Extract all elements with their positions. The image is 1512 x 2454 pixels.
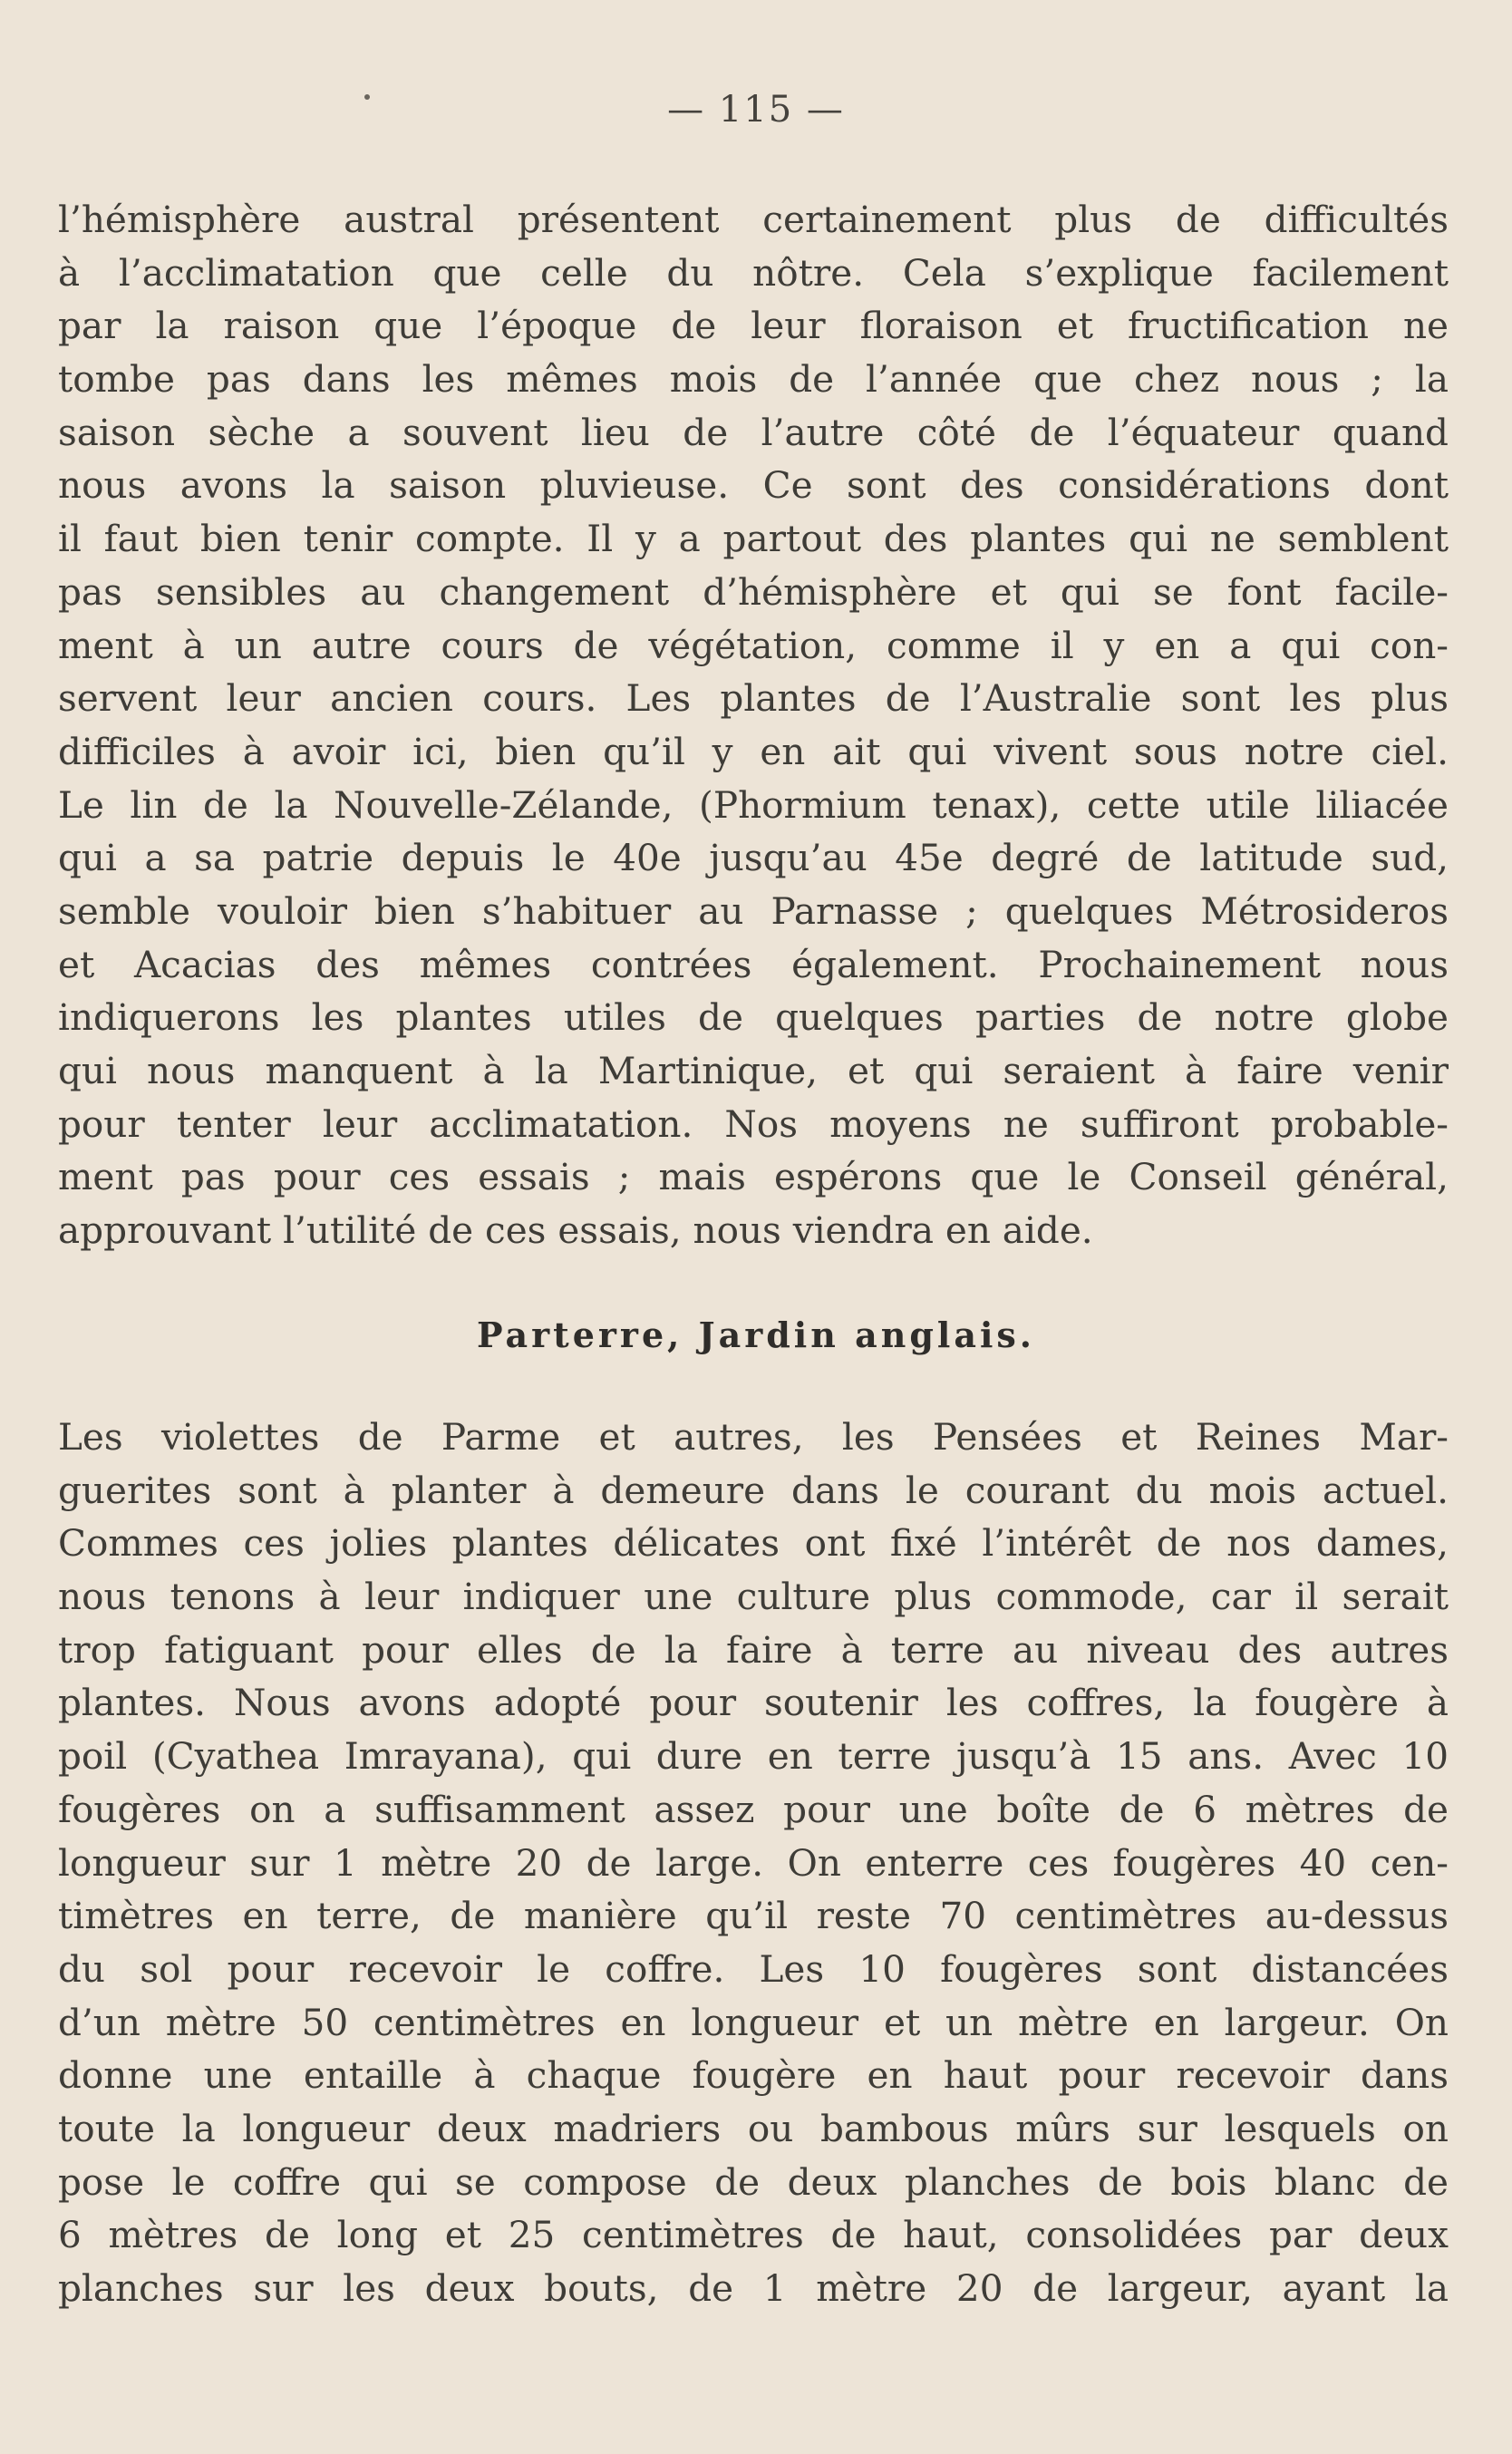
text-line: d’un mètre 50 centimètres en longueur et un mètre en largeur. On — [58, 2000, 1449, 2044]
text-line: difficiles à avoir ici, bien qu’il y en ait qui vivent sous notre ciel. — [58, 729, 1449, 773]
text-line: longueur sur 1 mètre 20 de large. On enterre ces fougères 40 cen- — [58, 1840, 1449, 1885]
text-line: tombe pas dans les mêmes mois de l’année que chez nous ; la — [58, 357, 1449, 402]
text-line: Le lin de la Nouvelle-Zélande, (Phormium tenax), cette utile liliacée — [58, 782, 1449, 827]
paragraph-parterre — [58, 1411, 1449, 2315]
text-line: timètres en terre, de manière qu’il reste 70 centimètres au-dessus — [58, 1894, 1449, 1938]
text-line: fougères on a suffisamment assez pour une boîte de 6 mètres de — [58, 1787, 1449, 1831]
text-line: ment à un autre cours de végétation, comme il y en a qui con- — [58, 623, 1449, 667]
text-line: et Acacias des mêmes contrées également. Prochainement nous — [58, 942, 1449, 986]
text-line: qui a sa patrie depuis le 40e jusqu’au 45e degré de latitude sud, — [58, 836, 1449, 880]
text-line: toute la longueur deux madriers ou bambous mûrs sur lesquels on — [58, 2106, 1449, 2150]
text-line: Les violettes de Parme et autres, les Pensées et Reines Mar- — [58, 1415, 1449, 1459]
text-line: du sol pour recevoir le coffre. Les 10 fougères sont distancées — [58, 1946, 1449, 1991]
text-line: donne une entaille à chaque fougère en haut pour recevoir dans — [58, 2053, 1449, 2098]
text-line: poil (Cyathea Imrayana), qui dure en terre jusqu’à 15 ans. Avec 10 — [58, 1734, 1449, 1779]
text-line: qui nous manquent à la Martinique, et qui seraient à faire venir — [58, 1049, 1449, 1092]
text-line: à l’acclimatation que celle du nôtre. Cela s’explique facilement — [58, 250, 1449, 295]
text-line: servent leur ancien cours. Les plantes de l’Australie sont les plus — [58, 676, 1449, 721]
text-line: semble vouloir bien s’habituer au Parnasse ; quelques Métrosideros — [58, 888, 1449, 933]
text-line: nous avons la saison pluvieuse. Ce sont des considérations dont — [58, 463, 1449, 508]
text-line: pour tenter leur acclimatation. Nos moyens ne suffiront probable- — [58, 1101, 1449, 1146]
text-line: planches sur les deux bouts, de 1 mètre 20 de largeur, ayant la — [58, 2266, 1449, 2310]
text-line: trop fatiguant pour elles de la faire à terre au niveau des autres — [58, 1627, 1449, 1672]
page-number: — 115 — — [667, 89, 845, 131]
text-line: pas sensibles au changement d’hémisphère et qui se font facile- — [58, 569, 1449, 614]
text-line: nous tenons à leur indiquer une culture plus commode, car il serait — [58, 1575, 1449, 1619]
text-line: pose le coffre qui se compose de deux planches de bois blanc de — [58, 2159, 1449, 2204]
text-line: saison sèche a souvent lieu de l’autre côté de l’équateur quand — [58, 410, 1449, 454]
text-line: indiquerons les plantes utiles de quelques parties de notre globe — [58, 995, 1449, 1040]
text-line: guerites sont à planter à demeure dans le courant du mois actuel. — [58, 1468, 1449, 1512]
text-line: par la raison que l’époque de leur floraison et fructification ne — [58, 304, 1449, 348]
text-line: Commes ces jolies plantes délicates ont fixé l’intérêt de nos dames, — [58, 1521, 1449, 1566]
text-line: 6 mètres de long et 25 centimètres de haut, consolidées par deux — [58, 2213, 1449, 2257]
text-line: il faut bien tenir compte. Il y a partout des plantes qui ne semblent — [58, 517, 1449, 561]
text-line: ment pas pour ces essais ; mais espérons que le Conseil général, — [58, 1155, 1449, 1199]
text-line: plantes. Nous avons adopté pour soutenir les coffres, la fougère à — [58, 1681, 1449, 1725]
text-line: l’hémisphère austral présentent certainement plus de difficultés — [58, 198, 1449, 241]
text-line: approuvant l’utilité de ces essais, nous viendra en aide. — [58, 1208, 1093, 1253]
paragraph-acclimatation — [58, 193, 1449, 1257]
section-heading: Parterre, Jardin anglais. — [476, 1314, 1036, 1355]
